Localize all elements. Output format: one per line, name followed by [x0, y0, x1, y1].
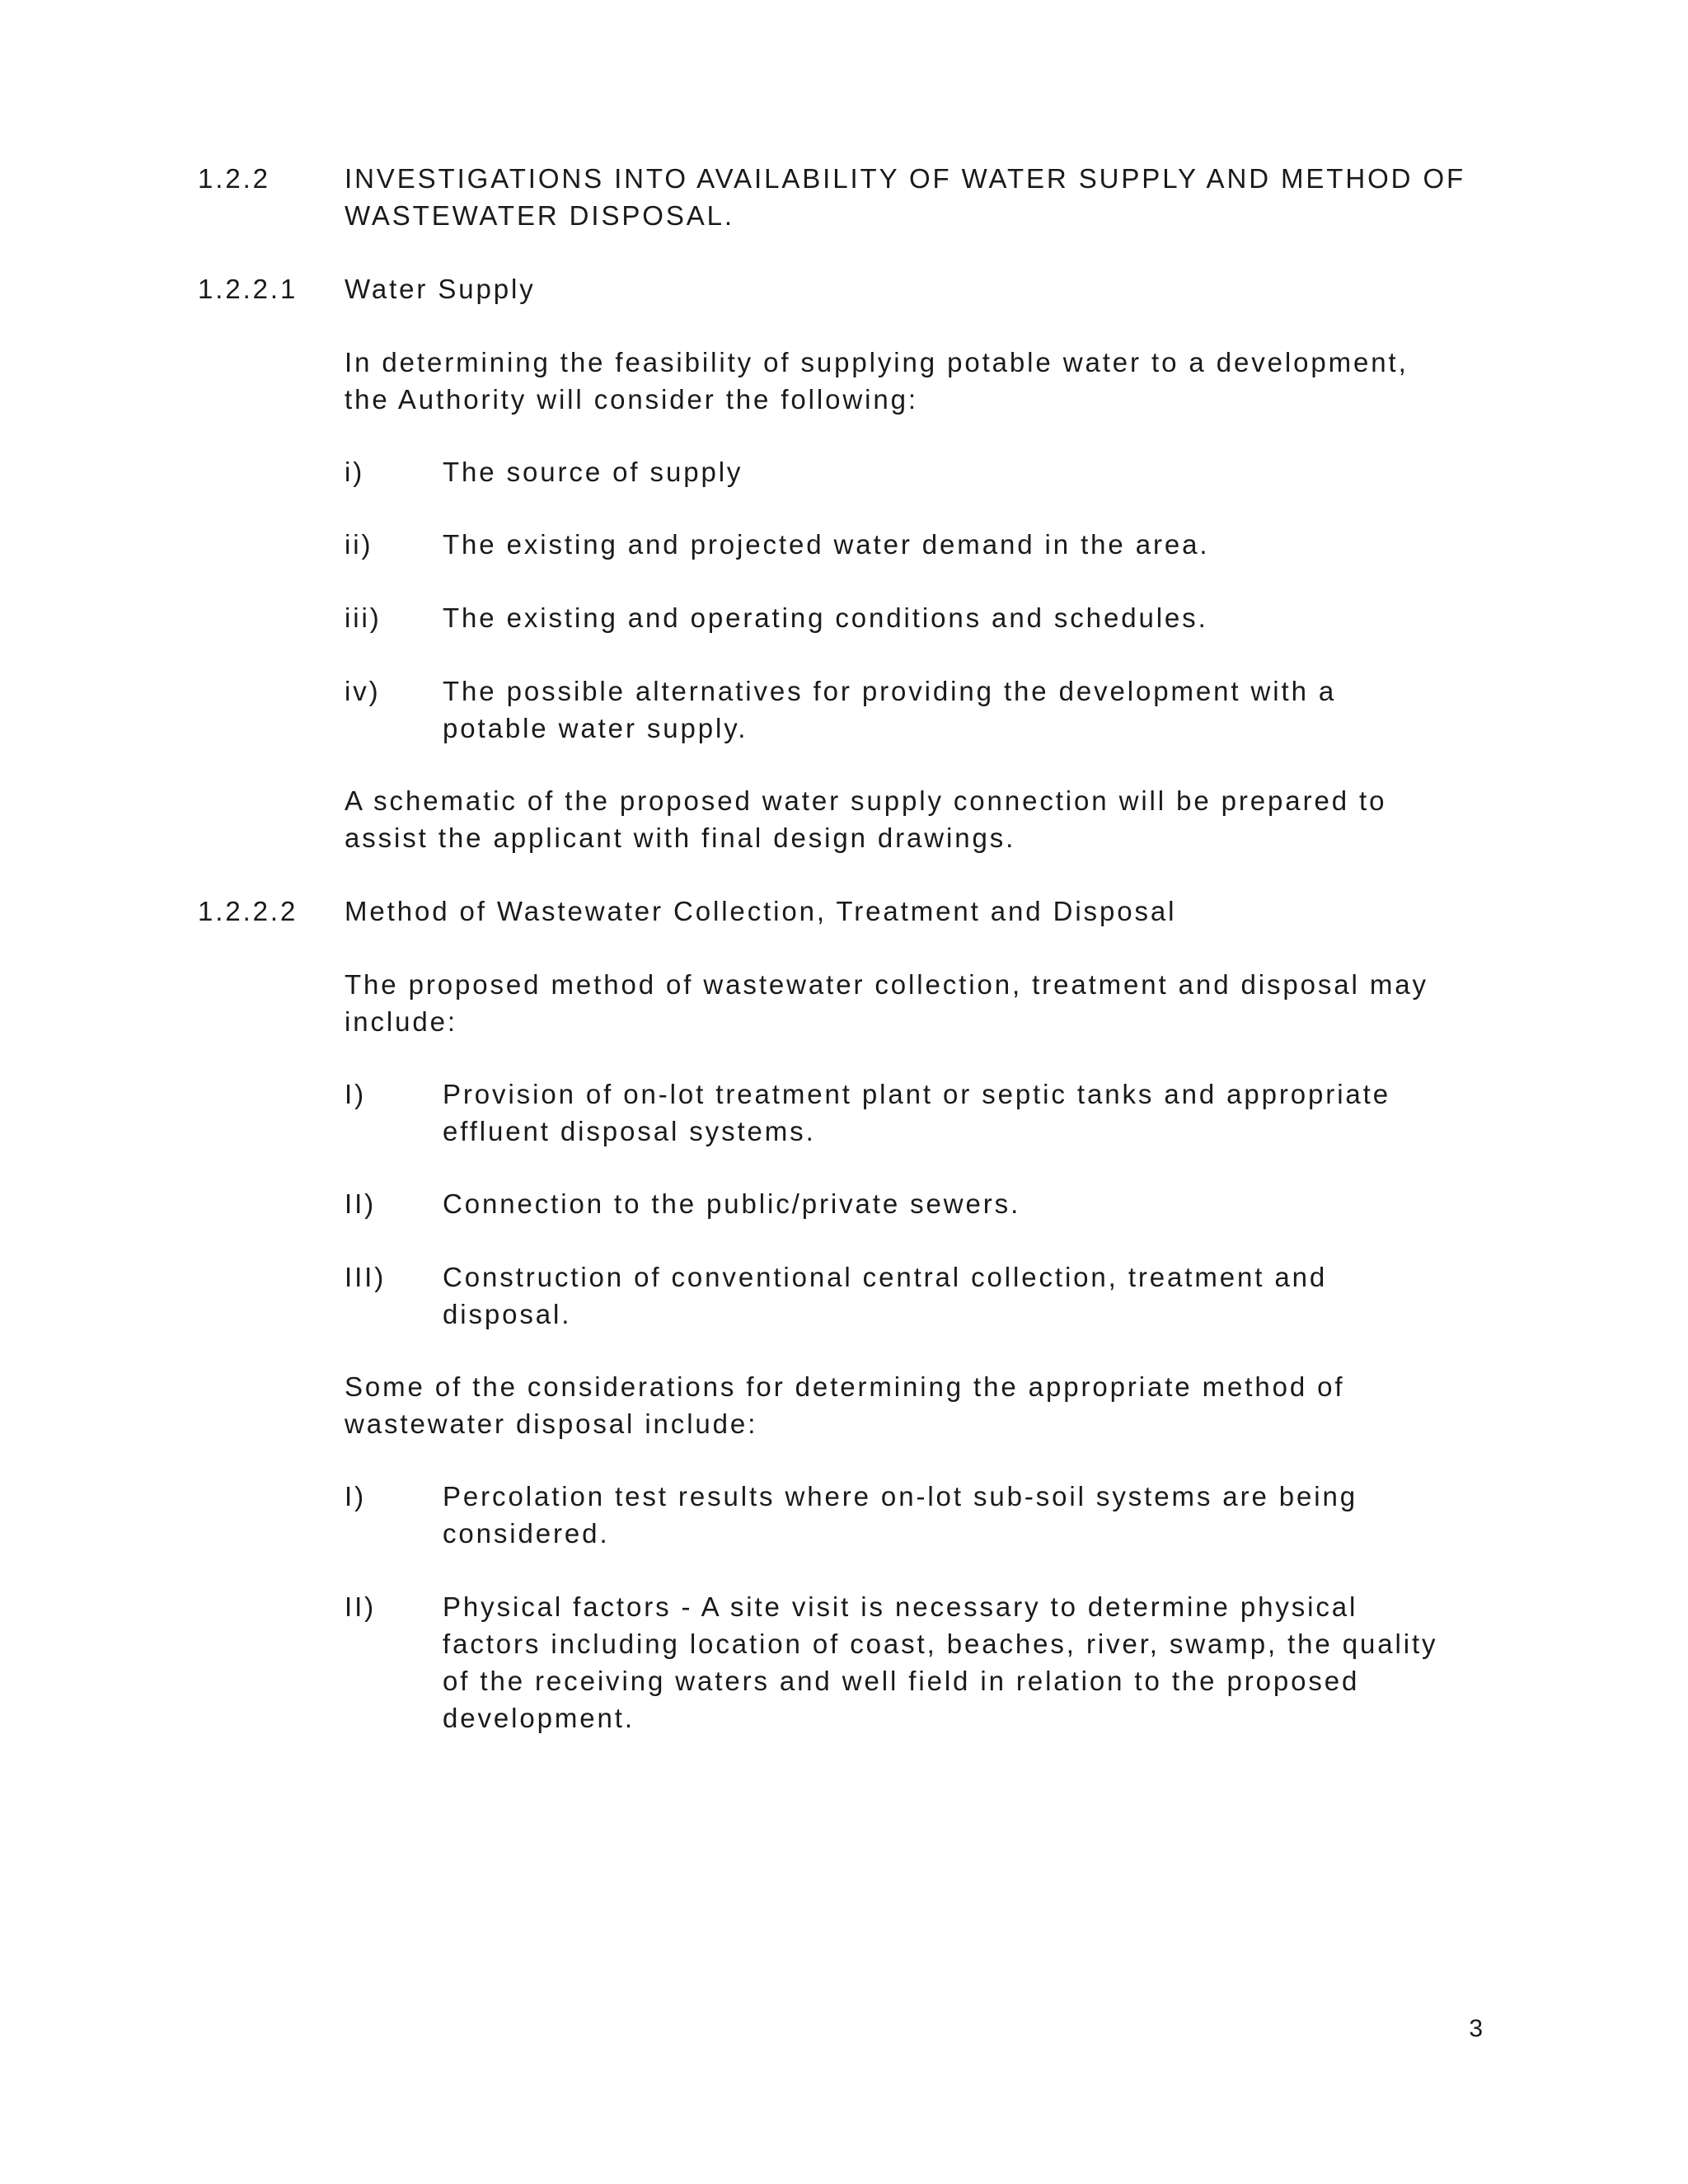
section-heading-1-2-2: INVESTIGATIONS INTO AVAILABILITY OF WATER SUPPLY AND METHOD OF WASTEWATER DISPOSAL.	[345, 163, 1466, 231]
wastewater-item-text-2: Connection to the public/private sewers.	[443, 1188, 1021, 1219]
section-number-1-2-2: 1.2.2	[198, 163, 270, 194]
water-item-text-ii: The existing and projected water demand in the area.	[443, 529, 1210, 560]
water-item-label-ii: ii)	[345, 529, 373, 560]
consideration-text-1: Percolation test results where on-lot sub-soil systems are being considered.	[443, 1481, 1358, 1549]
consideration-label-2: II)	[345, 1591, 377, 1622]
section-number-1-2-2-1: 1.2.2.1	[198, 274, 298, 304]
wastewater-intro-paragraph: The proposed method of wastewater collection, treatment and disposal may include:	[345, 969, 1428, 1037]
consideration-text-2: Physical factors - A site visit is necessary to determine physical factors including location of coast, beaches, river, swamp, the quality of the receiving waters and well field in relation to the proposed development.	[443, 1591, 1438, 1733]
water-item-text-iii: The existing and operating conditions and schedules.	[443, 602, 1208, 633]
water-item-label-iv: iv)	[345, 676, 381, 706]
wastewater-item-label-3: III)	[345, 1262, 387, 1292]
section-heading-wastewater: Method of Wastewater Collection, Treatment and Disposal	[345, 896, 1177, 926]
water-supply-intro-paragraph: In determining the feasibility of supplying potable water to a development, the Authority will consider the following:	[345, 347, 1409, 415]
wastewater-item-text-1: Provision of on-lot treatment plant or septic tanks and appropriate effluent disposal systems.	[443, 1079, 1390, 1146]
considerations-intro-paragraph: Some of the considerations for determining the appropriate method of wastewater disposal include:	[345, 1371, 1345, 1439]
water-item-label-i: i)	[345, 457, 365, 487]
wastewater-item-text-3: Construction of conventional central collection, treatment and disposal.	[443, 1262, 1328, 1329]
section-number-1-2-2-2: 1.2.2.2	[198, 896, 298, 926]
consideration-label-1: I)	[345, 1481, 366, 1511]
page-number: 3	[1469, 2015, 1484, 2042]
section-heading-water-supply: Water Supply	[345, 274, 536, 304]
water-supply-closing-paragraph: A schematic of the proposed water supply connection will be prepared to assist the applicant with final design drawings.	[345, 785, 1387, 853]
wastewater-item-label-1: I)	[345, 1079, 366, 1109]
water-item-text-iv: The possible alternatives for providing the development with a potable water supply.	[443, 676, 1337, 743]
water-item-text-i: The source of supply	[443, 457, 743, 487]
water-item-label-iii: iii)	[345, 602, 382, 633]
wastewater-item-label-2: II)	[345, 1188, 377, 1219]
